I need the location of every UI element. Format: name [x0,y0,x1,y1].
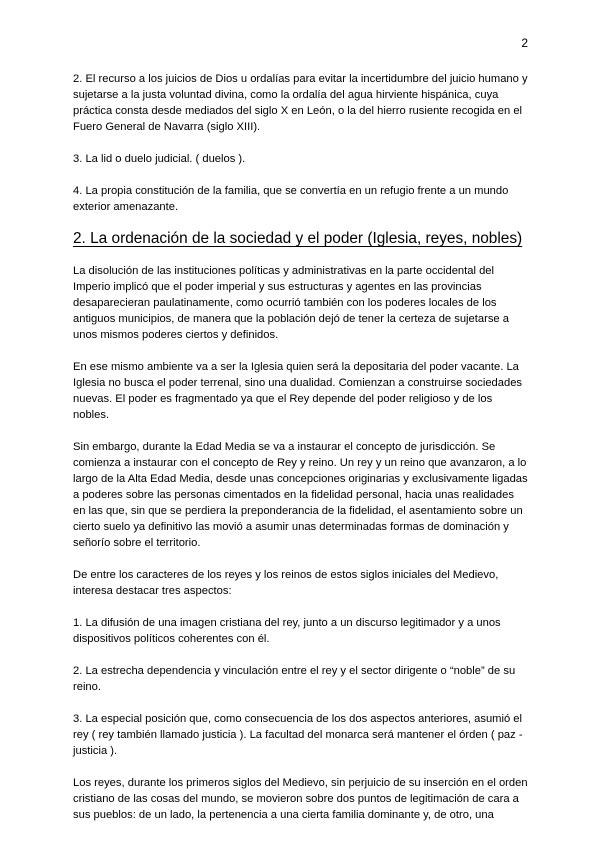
list-item-posicion-rey: 3. La especial posición que, como consecuencia de los dos aspectos anteriores, asumió el rey ( rey también llamado justicia ). La facultad del monarca será mantener el órden ( paz - justicia ). [73,713,523,757]
paragraph-legitimacion: Los reyes, durante los primeros siglos del Medievo, sin perjuicio de su inserción en el orden cristiano de las cosas del mundo, se movieron sobre dos puntos de legitimación de cara a sus pueblos: de un lado, la pertenencia a una cierta familia dominante y, de otro, una [73,777,528,821]
list-item-familia: 4. La propia constitución de la familia, que se convertía en un refugio frente a un mundo exterior amenazante. [73,185,509,213]
page-number: 2 [521,36,528,50]
list-item-dependencia: 2. La estrecha dependencia y vinculación entre el rey y el sector dirigente o “noble” de su reino. [73,665,516,693]
page-content [73,71,528,839]
list-item-ordalias: 2. El recurso a los juicios de Dios u ordalías para evitar la incertidumbre del juicio humano y sujetarse a la justa voluntad divina, como la ordalía del agua hirviente hispánica, cuya práctica consta desde mediados del siglo X en León, o la del hierro rusiente recogida en el Fuero General de Navarra (siglo XIII). [73,73,528,133]
list-item-imagen-cristiana: 1. La difusión de una imagen cristiana del rey, junto a un discurso legitimador y a unos dispositivos políticos coherentes con él. [73,617,501,645]
list-item-lid-duelo: 3. La lid o duelo judicial. ( duelos ). [73,153,246,165]
paragraph-disolucion: La disolución de las instituciones políticas y administrativas en la parte occidental del Imperio implicó que el poder imperial y sus estructuras y agentes en las provincias desaparecieran paulatinamente, como ocurrió también con los poderes locales de los antiguos municipios, de manera que la población dejó de tener la certeza de sujetarse a unos mismos poderes ciertos y definidos. [73,265,509,341]
section-heading: 2. La ordenación de la sociedad y el poder (Iglesia, reyes, nobles) [73,230,523,247]
paragraph-iglesia: En ese mismo ambiente va a ser la Iglesia quien será la depositaria del poder vacante. La Iglesia no busca el poder terrenal, sino una dualidad. Comienzan a construirse sociedades nuevas. El poder es fragmentado ya que el Rey depende del poder religioso y de los nobles. [73,361,523,421]
paragraph-caracteres: De entre los caracteres de los reyes y los reinos de estos siglos iniciales del Medievo, interesa destacar tres aspectos: [73,569,499,597]
paragraph-jurisdiccion: Sin embargo, durante la Edad Media se va a instaurar el concepto de jurisdicción. Se comienza a instaurar con el concepto de Rey y reino. Un rey y un reino que avanzaron, a lo largo de la Alta Edad Media, desde unas concepciones originarias y exclusivamente ligadas a poderes sobre las personas cimentados en la fidelidad personal, hacia unas realidades en las que, sin que se perdiera la preponderancia de la fidelidad, el asentamiento sobre un cierto suelo ya definitivo las movió a asumir unas determinadas formas de dominación y señorío sobre el territorio. [73,441,528,549]
